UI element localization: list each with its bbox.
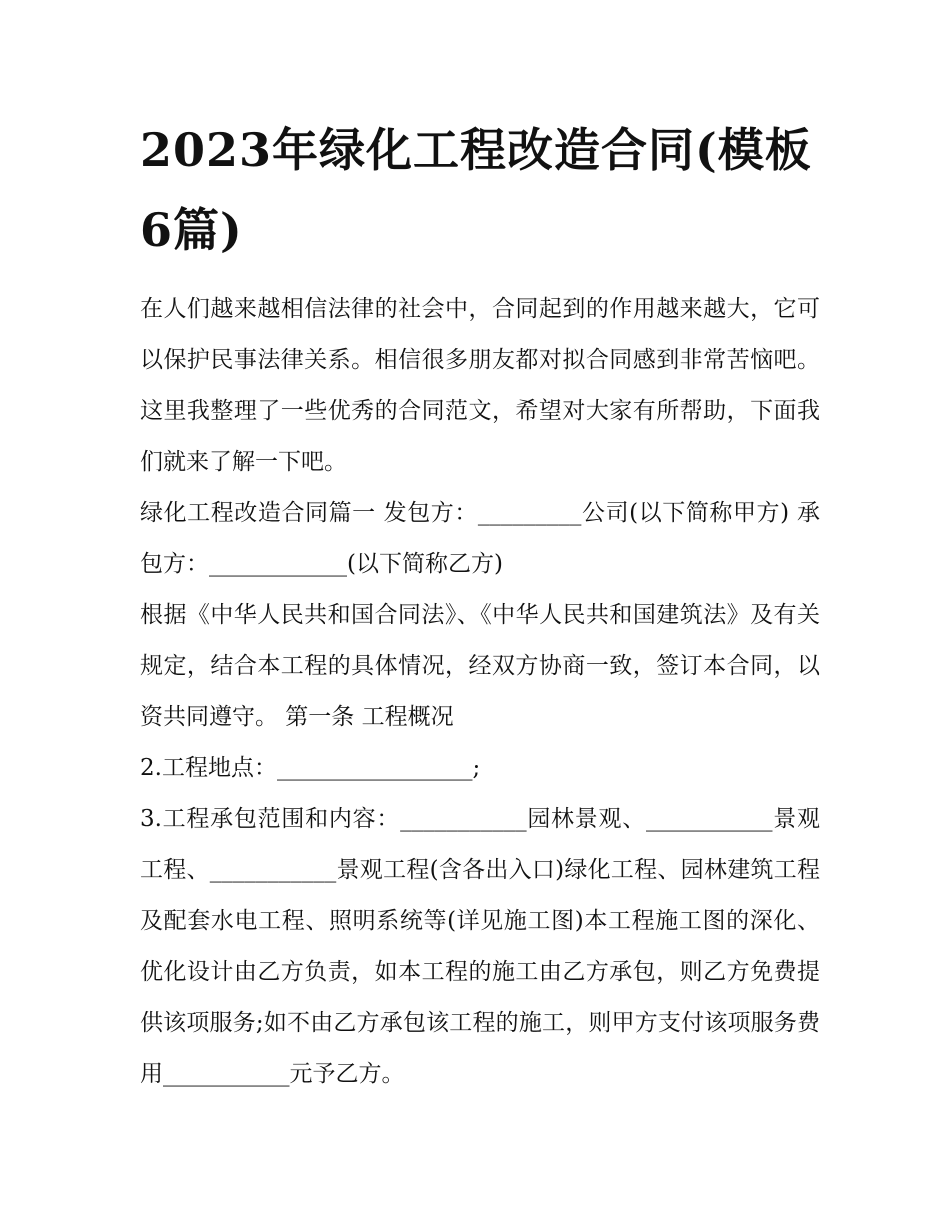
intro-paragraph: 在人们越来越相信法律的社会中，合同起到的作用越来越大，它可以保护民事法律关系。相信很多朋友都对拟合同感到非常苦恼吧。这里我整理了一些优秀的合同范文，希望对大家有所帮助，下面我们就来了解一下吧。 [140,296,820,475]
document-page [140,110,820,1100]
project-location-paragraph: 2.工程地点：_________________; [140,755,481,781]
project-scope-paragraph: 3.工程承包范围和内容：___________园林景观、___________景观工程、___________景观工程(含各出入口)绿化工程、园林建筑工程及配套水电工程、照明系统等(详见施工图)本工程施工图的深化、优化设计由乙方负责，如本工程的施工由乙方承包，则乙方免费提供该项服务;如不由乙方承包该工程的施工，则甲方支付该项服务费用___________元予乙方。 [140,806,820,1087]
parties-paragraph: 绿化工程改造合同篇一 发包方：_________公司(以下简称甲方) 承包方：____________(以下简称乙方) [140,500,820,577]
legal-basis-paragraph: 根据《中华人民共和国合同法》、《中华人民共和国建筑法》及有关规定，结合本工程的具体情况，经双方协商一致，签订本合同，以资共同遵守。 第一条 工程概况 [140,602,820,730]
document-title: 2023年绿化工程改造合同(模板6篇) [140,123,812,257]
